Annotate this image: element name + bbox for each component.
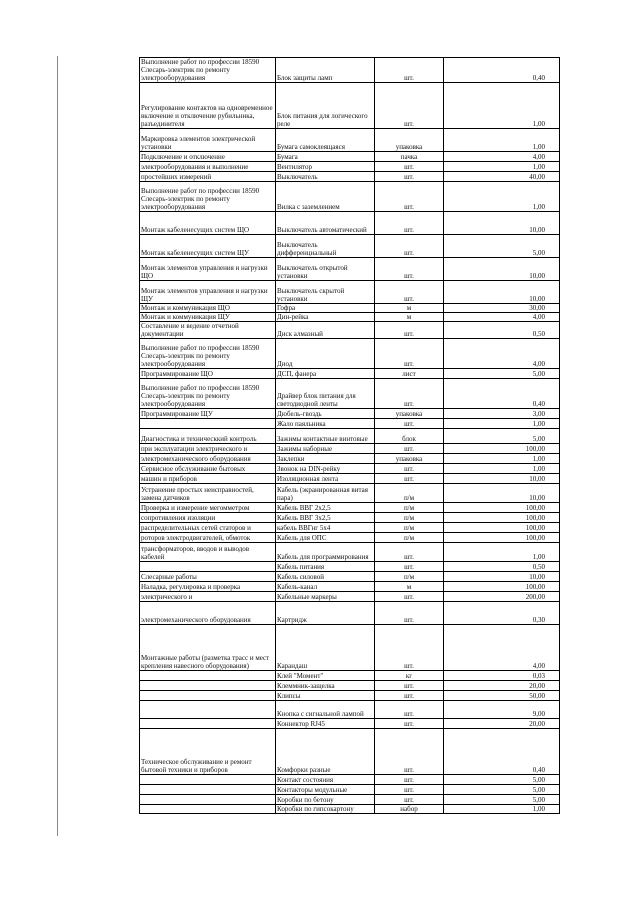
item-cell: Выключатель открытой установки — [276, 258, 375, 281]
table-row — [140, 805, 560, 814]
unit-cell: шт. — [375, 162, 444, 172]
table-row — [140, 281, 560, 304]
work-cell — [140, 419, 276, 429]
unit-cell: шт. — [375, 379, 444, 409]
table-row — [140, 304, 560, 313]
work-cell: Выполнение работ по профессии 18590 Слесарь-электрик по ремонту электрооборудования — [140, 379, 276, 409]
unit-cell: шт. — [375, 258, 444, 281]
item-cell: Карандаш — [276, 625, 375, 671]
quantity-cell: 0,40 — [444, 58, 560, 83]
table-row — [140, 162, 560, 172]
work-cell: сопротивления изоляции — [140, 513, 276, 523]
table-row — [140, 369, 560, 379]
work-cell: Монтаж кабеленесущих систем ЩУ — [140, 235, 276, 258]
work-cell — [140, 562, 276, 572]
work-cell: Диагностика и техническкий контроль — [140, 429, 276, 444]
unit-cell: шт. — [375, 322, 444, 339]
item-cell: Бумага самоклеящаяся — [276, 129, 375, 152]
unit-cell: шт. — [375, 592, 444, 602]
item-cell: Коннектор RJ45 — [276, 719, 375, 729]
item-cell: Бумага — [276, 152, 375, 162]
quantity-cell: 1,00 — [444, 805, 560, 814]
item-cell: Изоляционная лента — [276, 474, 375, 484]
item-cell: Контакт состояния — [276, 775, 375, 785]
item-cell: Комфорки разные — [276, 729, 375, 775]
unit-cell: шт. — [375, 785, 444, 795]
unit-cell: м — [375, 582, 444, 592]
table-row — [140, 691, 560, 701]
table-row — [140, 339, 560, 369]
unit-cell: шт. — [375, 419, 444, 429]
work-cell: Выполнение работ по профессии 18590 Слесарь-электрик по ремонту электрооборудования — [140, 339, 276, 369]
item-cell: Диод — [276, 339, 375, 369]
item-cell: Клей "Момент" — [276, 671, 375, 681]
quantity-cell: 10,00 — [444, 212, 560, 235]
item-cell: Заклепки — [276, 454, 375, 464]
item-cell: Вилка с заземлением — [276, 182, 375, 212]
work-cell: машин и приборов — [140, 474, 276, 484]
item-cell: Коробки по бетону — [276, 795, 375, 805]
quantity-cell: 100,00 — [444, 503, 560, 513]
table-row — [140, 533, 560, 543]
item-cell: Драйвер блок питания для светодиодной ленты — [276, 379, 375, 409]
work-cell: Монтаж и коммуникация ЩУ — [140, 313, 276, 322]
unit-cell: п/м — [375, 572, 444, 582]
unit-cell: п/м — [375, 533, 444, 543]
unit-cell: шт. — [375, 795, 444, 805]
item-cell: Выключатель скрытой установки — [276, 281, 375, 304]
quantity-cell: 100,00 — [444, 444, 560, 454]
unit-cell: шт. — [375, 58, 444, 83]
table-row — [140, 172, 560, 182]
work-cell: электромеханического оборудования — [140, 602, 276, 625]
item-cell: Кабель-канал — [276, 582, 375, 592]
quantity-cell: 40,00 — [444, 172, 560, 182]
work-cell: Устранение простых неисправностей, замена датчиков — [140, 484, 276, 503]
item-cell: Выключатель — [276, 172, 375, 182]
table-row — [140, 474, 560, 484]
unit-cell: м — [375, 313, 444, 322]
materials-table — [139, 57, 560, 814]
item-cell: Дин-рейка — [276, 313, 375, 322]
unit-cell: шт. — [375, 474, 444, 484]
work-cell — [140, 671, 276, 681]
quantity-cell: 1,00 — [444, 464, 560, 474]
table-row — [140, 729, 560, 775]
unit-cell: пачка — [375, 152, 444, 162]
work-cell — [140, 775, 276, 785]
item-cell: Кабель питания — [276, 562, 375, 572]
item-cell: Кабель ВВГ 2х2,5 — [276, 503, 375, 513]
unit-cell: шт. — [375, 543, 444, 562]
quantity-cell: 10,00 — [444, 258, 560, 281]
quantity-cell: 1,00 — [444, 83, 560, 129]
unit-cell: блок — [375, 429, 444, 444]
work-cell: Сервисное обслуживание бытовых — [140, 464, 276, 474]
quantity-cell: 0,30 — [444, 602, 560, 625]
unit-cell: п/м — [375, 523, 444, 533]
work-cell: Составление и ведение отчетной документации — [140, 322, 276, 339]
quantity-cell: 4,00 — [444, 152, 560, 162]
unit-cell: шт. — [375, 625, 444, 671]
quantity-cell: 3,00 — [444, 409, 560, 419]
quantity-cell: 20,00 — [444, 719, 560, 729]
quantity-cell: 10,00 — [444, 484, 560, 503]
item-cell: Гофра — [276, 304, 375, 313]
work-cell: Программирование ЩУ — [140, 409, 276, 419]
item-cell: Клеммник-защелка — [276, 681, 375, 691]
table-row — [140, 454, 560, 464]
table-row — [140, 58, 560, 83]
work-cell: Слесарные работы — [140, 572, 276, 582]
table-row — [140, 182, 560, 212]
unit-cell: набор — [375, 805, 444, 814]
work-cell: Монтаж элементов управления и нагрузки ЩУ — [140, 281, 276, 304]
table-row — [140, 83, 560, 129]
table-row — [140, 322, 560, 339]
quantity-cell: 0,50 — [444, 322, 560, 339]
work-cell: Монтажные работы (разметка трасс и мест крепления навесного оборудования) — [140, 625, 276, 671]
item-cell: Жало паяльника — [276, 419, 375, 429]
unit-cell: шт. — [375, 444, 444, 454]
item-cell: Блок питания для логического реле — [276, 83, 375, 129]
quantity-cell: 4,00 — [444, 339, 560, 369]
item-cell: Кабельные маркеры — [276, 592, 375, 602]
work-cell: Наладка, регулировка и проверка — [140, 582, 276, 592]
item-cell: Выключатель автоматический — [276, 212, 375, 235]
table-row — [140, 582, 560, 592]
unit-cell: п/м — [375, 513, 444, 523]
quantity-cell: 1,00 — [444, 182, 560, 212]
work-cell — [140, 701, 276, 719]
table-row — [140, 444, 560, 454]
quantity-cell: 10,00 — [444, 474, 560, 484]
quantity-cell: 100,00 — [444, 582, 560, 592]
item-cell: Кабель для программирования — [276, 543, 375, 562]
unit-cell: шт. — [375, 464, 444, 474]
unit-cell: шт. — [375, 729, 444, 775]
table-row — [140, 543, 560, 562]
quantity-cell: 5,00 — [444, 429, 560, 444]
quantity-cell: 4,00 — [444, 625, 560, 671]
unit-cell: м — [375, 304, 444, 313]
table-row — [140, 719, 560, 729]
unit-cell: упаковка — [375, 454, 444, 464]
quantity-cell: 20,00 — [444, 681, 560, 691]
work-cell — [140, 719, 276, 729]
table-row — [140, 523, 560, 533]
table-row — [140, 484, 560, 503]
quantity-cell: 100,00 — [444, 533, 560, 543]
work-cell: Монтаж и коммуникация ЩО — [140, 304, 276, 313]
quantity-cell: 5,00 — [444, 369, 560, 379]
item-cell: Картридж — [276, 602, 375, 625]
materials-table-body — [140, 58, 560, 814]
unit-cell: шт. — [375, 775, 444, 785]
quantity-cell: 5,00 — [444, 775, 560, 785]
work-cell — [140, 691, 276, 701]
page-margin-line — [57, 56, 58, 836]
item-cell: кабель ВВГнг 5х4 — [276, 523, 375, 533]
quantity-cell: 10,00 — [444, 572, 560, 582]
work-cell — [140, 681, 276, 691]
table-row — [140, 562, 560, 572]
table-row — [140, 258, 560, 281]
item-cell: Клипсы — [276, 691, 375, 701]
unit-cell: шт. — [375, 182, 444, 212]
work-cell — [140, 805, 276, 814]
work-cell: электрооборудования и выполнение — [140, 162, 276, 172]
item-cell: Диск алмазный — [276, 322, 375, 339]
table-row — [140, 235, 560, 258]
item-cell: ДСП, фанера — [276, 369, 375, 379]
quantity-cell: 9,00 — [444, 701, 560, 719]
table-row — [140, 602, 560, 625]
item-cell: Блок защиты ламп — [276, 58, 375, 83]
work-cell — [140, 795, 276, 805]
table-row — [140, 795, 560, 805]
unit-cell: шт. — [375, 172, 444, 182]
quantity-cell: 5,00 — [444, 785, 560, 795]
unit-cell: кг — [375, 671, 444, 681]
work-cell: Выполнение работ по профессии 18590 Слесарь-электрик по ремонту электрооборудования — [140, 58, 276, 83]
table-row — [140, 503, 560, 513]
item-cell: Зажимы контактные винтовые — [276, 429, 375, 444]
work-cell: Программирование ЩО — [140, 369, 276, 379]
item-cell: Выключатель дифференциальный — [276, 235, 375, 258]
work-cell: Маркировка элементов электрической установки — [140, 129, 276, 152]
table-row — [140, 379, 560, 409]
unit-cell: п/м — [375, 484, 444, 503]
table-row — [140, 464, 560, 474]
work-cell: Проверка и измерение мегомметром — [140, 503, 276, 513]
unit-cell: шт. — [375, 83, 444, 129]
unit-cell: шт. — [375, 281, 444, 304]
unit-cell: шт. — [375, 691, 444, 701]
item-cell: Кабель (экранированная витая пара) — [276, 484, 375, 503]
quantity-cell: 0,03 — [444, 671, 560, 681]
quantity-cell: 1,00 — [444, 543, 560, 562]
work-cell — [140, 785, 276, 795]
table-row — [140, 212, 560, 235]
item-cell: Контакторы модульные — [276, 785, 375, 795]
item-cell: Звонок на DIN-рейку — [276, 464, 375, 474]
work-cell: простейших измерений — [140, 172, 276, 182]
quantity-cell: 100,00 — [444, 523, 560, 533]
quantity-cell: 10,00 — [444, 281, 560, 304]
work-cell: Выполнение работ по профессии 18590 Слесарь-электрик по ремонту электрооборудования — [140, 182, 276, 212]
quantity-cell: 4,00 — [444, 313, 560, 322]
unit-cell: шт. — [375, 339, 444, 369]
table-row — [140, 681, 560, 691]
item-cell: Дюбель-гвоздь — [276, 409, 375, 419]
work-cell: распределительных сетей статоров и — [140, 523, 276, 533]
work-cell: Регулирование контактов на одновременное включение и отключение рубильника, разъединителя — [140, 83, 276, 129]
unit-cell: упаковка — [375, 409, 444, 419]
table-row — [140, 129, 560, 152]
work-cell: электрического и — [140, 592, 276, 602]
unit-cell: шт. — [375, 602, 444, 625]
table-row — [140, 513, 560, 523]
unit-cell: шт. — [375, 235, 444, 258]
table-row — [140, 419, 560, 429]
table-row — [140, 313, 560, 322]
quantity-cell: 0,40 — [444, 729, 560, 775]
table-row — [140, 152, 560, 162]
unit-cell: шт. — [375, 701, 444, 719]
quantity-cell: 1,00 — [444, 454, 560, 464]
table-row — [140, 572, 560, 582]
quantity-cell: 30,00 — [444, 304, 560, 313]
quantity-cell: 200,00 — [444, 592, 560, 602]
item-cell: Кабель для ОПС — [276, 533, 375, 543]
table-row — [140, 625, 560, 671]
quantity-cell: 5,00 — [444, 795, 560, 805]
item-cell: Зажимы наборные — [276, 444, 375, 454]
unit-cell: шт. — [375, 681, 444, 691]
quantity-cell: 50,00 — [444, 691, 560, 701]
quantity-cell: 1,00 — [444, 129, 560, 152]
quantity-cell: 1,00 — [444, 419, 560, 429]
work-cell: Техническое обслуживание и ремонт бытовой техники и приборов — [140, 729, 276, 775]
work-cell: трансформаторов, вводов и выводов кабелей — [140, 543, 276, 562]
unit-cell: шт. — [375, 562, 444, 572]
unit-cell: шт. — [375, 212, 444, 235]
work-cell: Монтаж кабеленесущих систем ЩО — [140, 212, 276, 235]
item-cell: Кнопка с сигнальной лампой — [276, 701, 375, 719]
table-row — [140, 775, 560, 785]
item-cell: Кабель ВВГ 3х2,5 — [276, 513, 375, 523]
table-row — [140, 701, 560, 719]
item-cell: Вентилятор — [276, 162, 375, 172]
work-cell: роторов электродвигателей, обмоток — [140, 533, 276, 543]
work-cell: Монтаж элементов управления и нагрузки ЩО — [140, 258, 276, 281]
table-row — [140, 429, 560, 444]
item-cell: Кабель силовой — [276, 572, 375, 582]
table-row — [140, 409, 560, 419]
quantity-cell: 1,00 — [444, 162, 560, 172]
unit-cell: п/м — [375, 503, 444, 513]
quantity-cell: 5,00 — [444, 235, 560, 258]
work-cell: электромеханического оборудования — [140, 454, 276, 464]
table-row — [140, 592, 560, 602]
work-cell: Подключение и отключение — [140, 152, 276, 162]
unit-cell: шт. — [375, 719, 444, 729]
table-row — [140, 671, 560, 681]
quantity-cell: 100,00 — [444, 513, 560, 523]
item-cell: Коробки по гипсокартону — [276, 805, 375, 814]
quantity-cell: 0,40 — [444, 379, 560, 409]
unit-cell: упаковка — [375, 129, 444, 152]
unit-cell: лист — [375, 369, 444, 379]
table-row — [140, 785, 560, 795]
work-cell: при эксплуатации электрического и — [140, 444, 276, 454]
quantity-cell: 0,50 — [444, 562, 560, 572]
